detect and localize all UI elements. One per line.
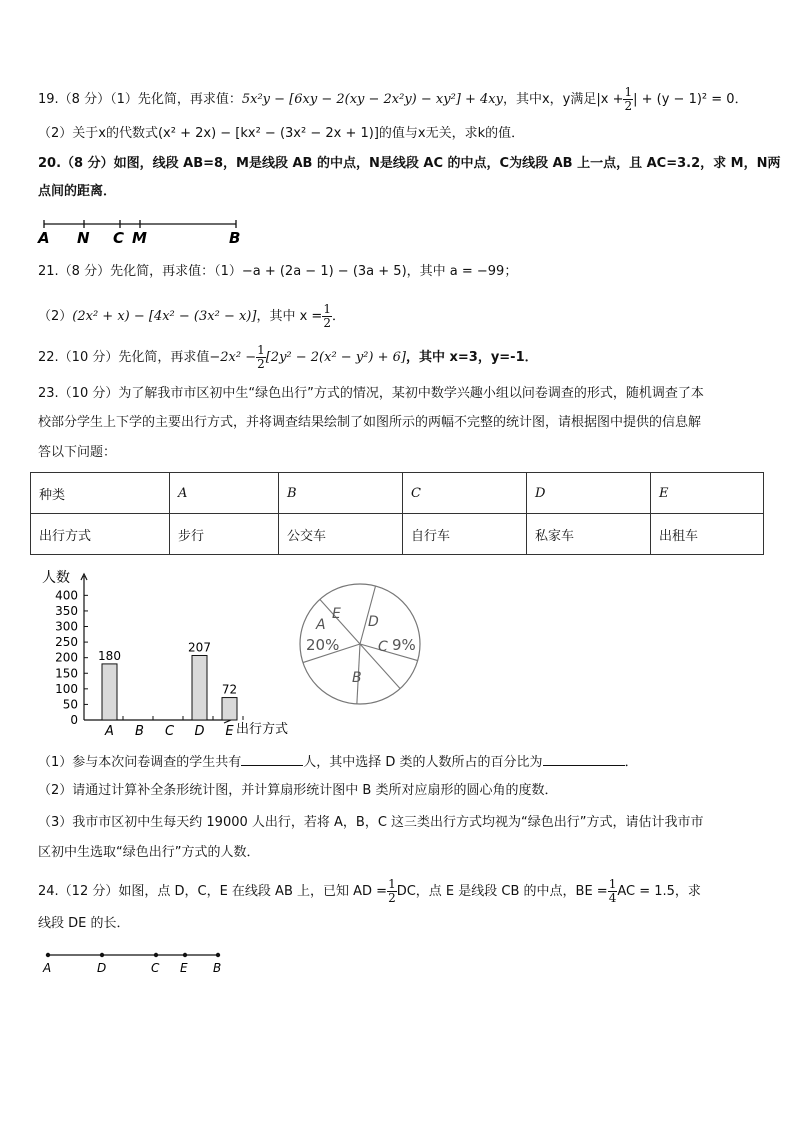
q22-line: 22.（10 分）先化简，再求值−2x² − $\frac{1}{2}$ [2y² − 2(x² − y²) + 6]，其中 x=3，y=-1．	[38, 343, 538, 371]
y-tick-label: 0	[70, 713, 78, 727]
pie-label-a: A	[316, 617, 326, 633]
point-dot-e	[183, 953, 187, 957]
q19-condition-prefix: ，其中x，y满足|x +	[502, 92, 624, 107]
y-axis-label: 人数	[42, 570, 70, 586]
point-label-a: A	[43, 961, 52, 975]
point-label-b: B	[213, 961, 222, 975]
point-dot-b	[216, 953, 220, 957]
y-tick-label: 50	[62, 697, 78, 712]
q23-sub2: （2）请通过计算补全条形统计图，并计算扇形统计图中 B 类所对应扇形的圆心角的度数．	[38, 783, 558, 798]
table-cell: 出租车	[651, 514, 764, 555]
y-tick-label: 250	[55, 635, 78, 650]
x-axis-label: 出行方式	[236, 722, 289, 737]
y-tick-label: 350	[55, 603, 78, 618]
table-cell: 种类	[31, 473, 170, 514]
bar-chart	[38, 562, 300, 740]
point-dot-c	[154, 953, 158, 957]
q19-expression: 5x²y − [6xy − 2(xy − 2x²y) − xy²] + 4xy	[241, 92, 503, 107]
bar-e	[222, 698, 237, 720]
table-cell: 步行	[170, 514, 279, 555]
point-label-c: C	[151, 961, 160, 975]
q23-sub3-line1: （3）我市市区初中生每天约 19000 人出行，若将 A，B，C 这三类出行方式均视为“绿色出行”方式，请估计我市市	[38, 815, 704, 830]
x-tick-label: B	[135, 724, 144, 739]
category-table	[30, 472, 764, 555]
table-cell: E	[651, 473, 764, 514]
x-tick-label: A	[105, 724, 114, 739]
point-label-m: M	[132, 229, 147, 247]
q20-line1: 20.（8 分）如图，线段 AB=8，M是线段 AB 的中点，N是线段 AC 的中点，C为线段 AB 上一点，且 AC=3.2，求 M，N两	[38, 156, 781, 171]
table-cell: 私家车	[527, 514, 651, 555]
y-tick-label: 100	[55, 681, 78, 696]
bar-a	[102, 664, 117, 720]
q24-line1: 24.（12 分）如图，点 D，C，E 在线段 AB 上，已知 AD = $\frac{1}{2}$ DC，点 E 是线段 CB 的中点，BE = $\frac{1}{4}$ AC = 1.5，求	[38, 877, 701, 905]
pie-label-b: B	[352, 670, 362, 686]
q21-line2: （2）(2x² + x) − [4x² − (3x² − x)]，其中 x = $\frac{1}{2}$ ．	[38, 302, 345, 330]
q22-fraction: $\frac{1}{2}$	[257, 343, 265, 371]
point-label-a: A	[38, 229, 50, 247]
pie-label-d: D	[368, 614, 379, 630]
q23-line1: 23.（10 分）为了解我市市区初中生“绿色出行”方式的情况，某初中数学兴趣小组以问卷调查的形式，随机调查了本	[38, 386, 704, 401]
table-row	[31, 473, 764, 514]
pie-percent-c: 9%	[392, 636, 416, 654]
pie-chart	[296, 580, 426, 710]
table-row	[31, 514, 764, 555]
table-cell: 出行方式	[31, 514, 170, 555]
point-dot-d	[100, 953, 104, 957]
x-tick-label: D	[194, 724, 205, 739]
q19-condition-suffix: | + (y − 1)² = 0．	[633, 92, 748, 107]
q21-line1: 21.（8 分）先化简，再求值：（1）−a + (2a − 1) − (3a + 5)，其中 a = −99；	[38, 264, 518, 279]
answer-blank-percent[interactable]	[543, 751, 625, 766]
y-tick-label: 150	[55, 666, 78, 681]
q24-line2: 线段 DE 的长．	[38, 916, 130, 931]
table-cell: D	[527, 473, 651, 514]
q24-fraction-2: $\frac{1}{4}$	[608, 877, 617, 905]
table-cell: 公交车	[279, 514, 403, 555]
q20-segment-figure	[30, 214, 260, 248]
pie-label-c: C	[378, 639, 388, 655]
q22-expression: [2y² − 2(x² − y²) + 6]	[265, 350, 406, 365]
x-tick-label: C	[164, 724, 175, 739]
pie-percent-a: 20%	[306, 636, 340, 654]
point-dot-a	[46, 953, 50, 957]
q24-fraction-1: $\frac{1}{2}$	[388, 877, 396, 905]
table-cell: A	[170, 473, 279, 514]
table-cell: B	[279, 473, 403, 514]
q21-fraction: $\frac{1}{2}$	[323, 302, 331, 330]
point-label-n: N	[77, 229, 90, 247]
table-cell: C	[403, 473, 527, 514]
answer-blank-total[interactable]	[241, 751, 303, 766]
point-label-e: E	[180, 961, 188, 975]
bar-d	[192, 655, 207, 720]
q24-segment-figure	[36, 946, 236, 980]
bar-value-label: 207	[188, 640, 211, 655]
q19-line2: （2）关于x的代数式(x² + 2x) − [kx² − (3x² − 2x + 1)]的值与x无关，求k的值．	[38, 126, 525, 141]
q23-line3: 答以下问题：	[38, 445, 117, 460]
bar-value-label: 180	[98, 648, 121, 663]
y-tick-label: 200	[55, 650, 78, 665]
q23-sub3-line2: 区初中生选取“绿色出行”方式的人数．	[38, 845, 260, 860]
y-tick-label: 400	[55, 588, 78, 603]
y-tick-label: 300	[55, 619, 78, 634]
q23-line2: 校部分学生上下学的主要出行方式，并将调查结果绘制了如图所示的两幅不完整的统计图，请根据图中提供的信息解	[38, 415, 702, 430]
q19-line1	[38, 86, 748, 113]
q23-sub1: （1）参与本次问卷调查的学生共有 人，其中选择 D 类的人数所占的百分比为 ．	[38, 751, 638, 773]
point-label-c: C	[113, 229, 125, 247]
q19-label: 19.（8 分）（1）先化简，再求值：	[38, 92, 242, 107]
q20-line2: 点间的距离．	[38, 184, 117, 199]
bar-value-label: 72	[221, 682, 238, 697]
q21-expression: (2x² + x) − [4x² − (3x² − x)]	[72, 309, 257, 324]
pie-label-e: E	[332, 606, 341, 622]
q19-fraction: $\frac{1}{2}$	[624, 85, 633, 113]
point-label-b: B	[229, 229, 241, 247]
table-cell: 自行车	[403, 514, 527, 555]
point-label-d: D	[97, 961, 107, 975]
x-tick-label: E	[225, 724, 234, 739]
